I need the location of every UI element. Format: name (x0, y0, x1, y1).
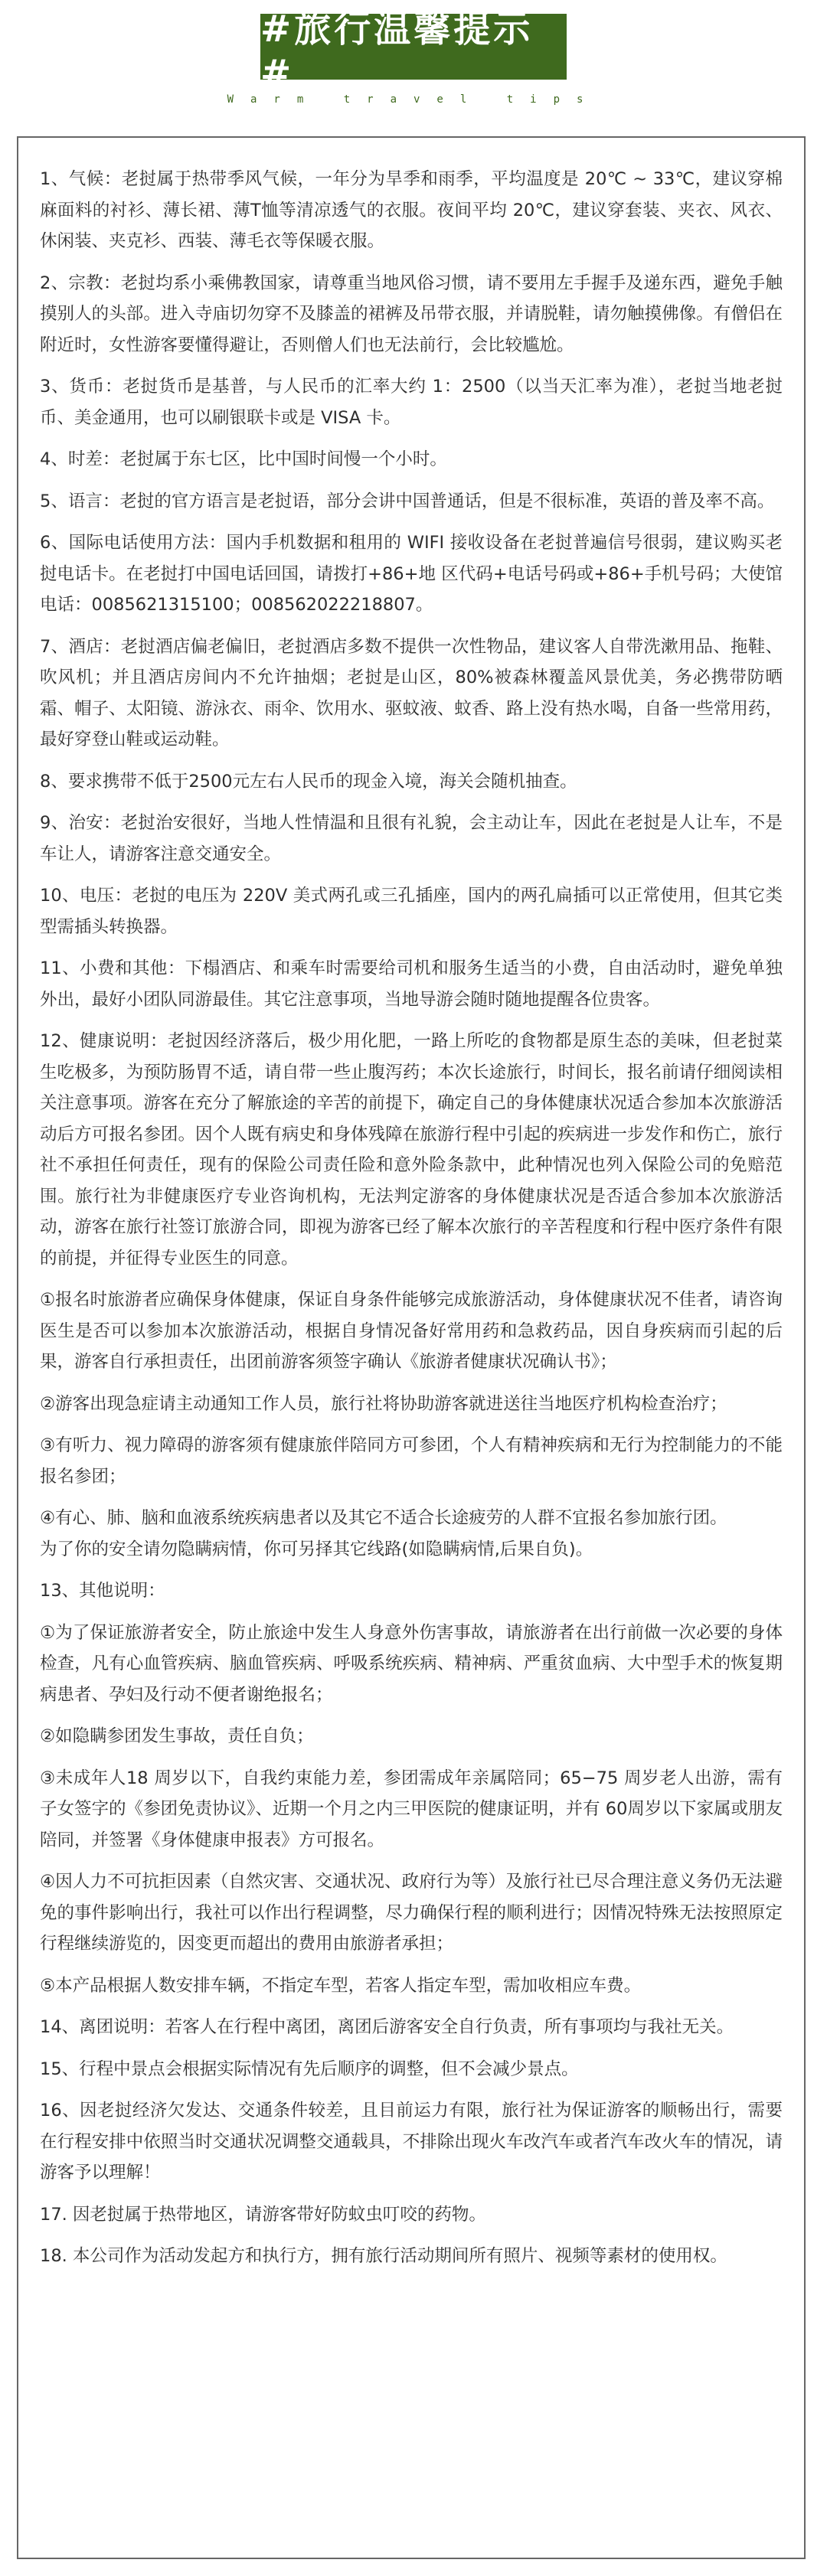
header (0, 0, 827, 130)
other-item-4: ④因人力不可抗拒因素（自然灾害、交通状况、政府行为等）及旅行社已尽合理注意义务仍无法避免的事件影响出行，我社可以作出行程调整，尽力确保行程的顺利进行；因情况特殊无法按照原定行程继续游览的，因变更而超出的费用由旅游者承担； (40, 1872, 783, 1954)
page-title: #旅行温馨提示# (260, 14, 567, 80)
page-subtitle: Warm travel tips (227, 93, 600, 106)
tip-health: 12、健康说明：老挝因经济落后，极少用化肥，一路上所吃的食物都是原生态的美味，但老挝菜生吃极多，为预防肠胃不适，请自带一些止腹泻药；本次长途旅行，时间长，报名前请仔细阅读相关注意事项。游客在充分了解旅途的辛苦的前提下，确定自己的身体健康状况适合参加本次旅游活动后方可报名参团。因个人既有病史和身体残障在旅游行程中引起的疾病进一步发作和伤亡，旅行社不承担任何责任，现有的保险公司责任险和意外险条款中，此种情况也列入保险公司的免赔范围。旅行社为非健康医疗专业咨询机构，无法判定游客的身体健康状况是否适合参加本次旅游活动，游客在旅行社签订旅游合同，即视为游客已经了解本次旅行的辛苦程度和行程中医疗条件有限的前提，并征得专业医生的同意。 (40, 1031, 783, 1268)
health-item-2: ②游客出现急症请主动通知工作人员，旅行社将协助游客就进送往当地医疗机构检查治疗； (40, 1393, 727, 1414)
health-item-3: ③有听力、视力障碍的游客须有健康旅伴陪同方可参团，个人有精神疾病和无行为控制能力的不能报名参团； (40, 1435, 783, 1487)
tip-currency: 3、货币：老挝货币是基普，与人民币的汇率大约 1：2500（以当天汇率为准），老挝当地老挝币、美金通用，也可以刷银联卡或是 VISA 卡。 (40, 377, 783, 428)
tip-media-rights: 18. 本公司作为活动发起方和执行方，拥有旅行活动期间所有照片、视频等素材的使用权。 (40, 2246, 727, 2266)
tip-voltage: 10、电压：老挝的电压为 220V 美式两孔或三孔插座，国内的两孔扁插可以正常使用，但其它类型需插头转换器。 (40, 886, 783, 937)
tips-content-frame (17, 136, 806, 2559)
tip-cash: 8、要求携带不低于2500元左右人民币的现金入境，海关会随机抽查。 (40, 771, 577, 792)
tip-insects: 17. 因老挝属于热带地区，请游客带好防蚊虫叮咬的药物。 (40, 2204, 486, 2225)
tip-tips-other: 11、小费和其他：下榻酒店、和乘车时需要给司机和服务生适当的小费，自由活动时，避免单独外出，最好小团队同游最佳。其它注意事项，当地导游会随时随地提醒各位贵客。 (40, 958, 783, 1010)
tip-itinerary-order: 15、行程中景点会根据实际情况有先后顺序的调整，但不会减少景点。 (40, 2059, 579, 2079)
tip-language: 5、语言：老挝的官方语言是老挝语，部分会讲中国普通话，但是不很标准，英语的普及率不高。 (40, 491, 775, 511)
health-note: 为了你的安全请勿隐瞒病情，你可另择其它线路(如隐瞒病情,后果自负)。 (40, 1539, 593, 1559)
other-item-3: ③未成年人18 周岁以下，自我约束能力差，参团需成年亲属陪同；65−75 周岁老人出游，需有子女签字的《参团免责协议》、近期一个月之内三甲医院的健康证明，并有 60周岁以下家属或朋友陪同，并签署《身体健康申报表》方可报名。 (40, 1768, 783, 1850)
tip-religion: 2、宗教：老挝均系小乘佛教国家，请尊重当地风俗习惯，请不要用左手握手及递东西，避免手触摸别人的头部。进入寺庙切勿穿不及膝盖的裙裤及吊带衣服，并请脱鞋，请勿触摸佛像。有僧侣在附近时，女性游客要懂得避让，否则僧人们也无法前行，会比较尴尬。 (40, 273, 783, 355)
other-item-5: ⑤本产品根据人数安排车辆，不指定车型，若客人指定车型，需加收相应车费。 (40, 1975, 642, 1996)
tip-time-zone: 4、时差：老挝属于东七区，比中国时间慢一个小时。 (40, 449, 447, 469)
tip-climate: 1、气候：老挝属于热带季风气候，一年分为旱季和雨季，平均温度是 20℃ ~ 33℃，建议穿棉麻面料的衬衫、薄长裙、薄T恤等清凉透气的衣服。夜间平均 20℃，建议穿套装、夹衣、风衣、休闲装、夹克衫、西装、薄毛衣等保暖衣服。 (40, 169, 783, 251)
tip-hotel: 7、酒店：老挝酒店偏老偏旧，老挝酒店多数不提供一次性物品，建议客人自带洗漱用品、拖鞋、吹风机；并且酒店房间内不允许抽烟；老挝是山区，80%被森林覆盖风景优美，务必携带防晒霜、帽子、太阳镜、游泳衣、雨伞、饮用水、驱蚊液、蚊香、路上没有热水喝，自备一些常用药，最好穿登山鞋或运动鞋。 (40, 636, 783, 749)
health-item-1: ①报名时旅游者应确保身体健康，保证自身条件能够完成旅游活动，身体健康状况不佳者，请咨询医生是否可以参加本次旅游活动，根据自身情况备好常用药和急救药品，因自身疾病而引起的后果，游客自行承担责任，出团前游客须签字确认《旅游者健康状况确认书》； (40, 1290, 783, 1372)
tip-leave-group: 14、离团说明：若客人在行程中离团，离团后游客安全自行负责，所有事项均与我社无关。 (40, 2017, 734, 2037)
health-item-4: ④有心、肺、脑和血液系统疾病患者以及其它不适合长途疲劳的人群不宜报名参加旅行团。 (40, 1508, 727, 1528)
tip-security: 9、治安：老挝治安很好，当地人性情温和且很有礼貌，会主动让车，因此在老挝是人让车，不是车让人，请游客注意交通安全。 (40, 813, 783, 864)
other-item-2: ②如隐瞒参团发生事故，责任自负； (40, 1726, 314, 1746)
tip-phone: 6、国际电话使用方法：国内手机数据和租用的 WIFI 接收设备在老挝普遍信号很弱，建议购买老挝电话卡。在老挝打中国电话回国，请拨打+86+地 区代码+电话号码或+86+手机号码；大使馆电话：0085621315100；008562022218807。 (40, 533, 783, 615)
other-item-1: ①为了保证旅游者安全，防止旅途中发生人身意外伤害事故，请旅游者在出行前做一次必要的身体检查，凡有心血管疾病、脑血管疾病、呼吸系统疾病、精神病、严重贫血病、大中型手术的恢复期病患者、孕妇及行动不便者谢绝报名； (40, 1622, 783, 1705)
tip-transport: 16、因老挝经济欠发达、交通条件较差，且目前运力有限，旅行社为保证游客的顺畅出行，需要在行程安排中依照当时交通状况调整交通载具，不排除出现火车改汽车或者汽车改火车的情况，请游客予以理解！ (40, 2101, 783, 2183)
tip-other-heading: 13、其他说明： (40, 1581, 165, 1601)
